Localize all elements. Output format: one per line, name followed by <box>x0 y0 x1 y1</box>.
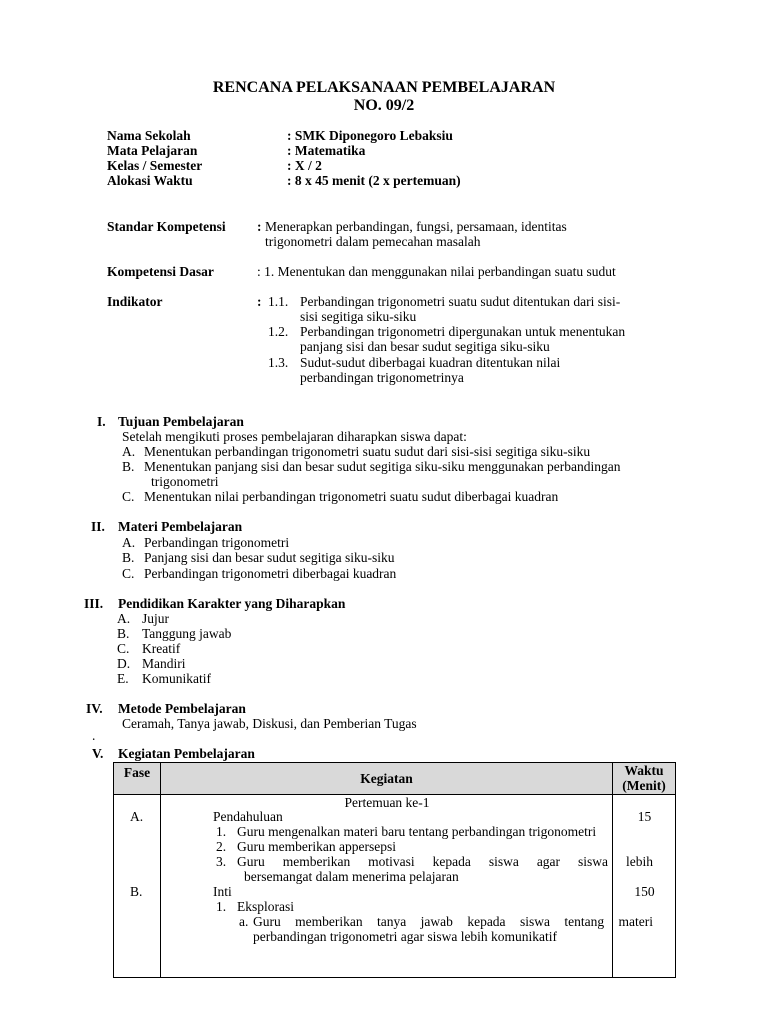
indikator-text: sisi segitiga siku-siku <box>300 309 417 324</box>
identity-label: Nama Sekolah <box>107 128 191 143</box>
waktu-a: 15 <box>637 809 652 824</box>
list-item: Menentukan perbandingan trigonometri suatu sudut dari sisi-sisi segitiga siku-siku <box>144 444 591 459</box>
header-waktu-line1: Waktu <box>624 763 664 778</box>
fase-b: B. <box>130 884 143 899</box>
list-marker: E. <box>117 671 129 686</box>
list-marker: 1. <box>216 824 227 839</box>
kompetensi-dasar-value: : 1. Menentukan dan menggunakan nilai perbandingan suatu sudut <box>257 264 616 279</box>
list-item: Jujur <box>142 611 169 626</box>
list-item: Menentukan nilai perbandingan trigonometri suatu sudut diberbagai kuadran <box>144 489 559 504</box>
list-item: Tanggung jawab <box>142 626 232 641</box>
header-waktu-line2: (Menit) <box>622 778 666 793</box>
list-item: Komunikatif <box>142 671 211 686</box>
list-item: Perbandingan trigonometri <box>144 535 290 550</box>
list-item: Kreatif <box>142 641 181 656</box>
table-row <box>114 795 676 978</box>
identity-label: Kelas / Semester <box>107 158 203 173</box>
indikator-text: Sudut-sudut diberbagai kuadran ditentukan nilai <box>300 355 561 370</box>
identity-value: : SMK Diponegoro Lebaksiu <box>287 128 453 143</box>
indikator-text: perbandingan trigonometrinya <box>300 370 464 385</box>
header-fase-label: Fase <box>123 765 151 780</box>
section-number: IV. <box>86 701 103 716</box>
section-text: Ceramah, Tanya jawab, Diskusi, dan Pemberian Tugas <box>122 716 417 731</box>
fase-cell <box>114 795 161 978</box>
list-item: Guru memberikan motivasi kepada siswa agar siswa lebih <box>237 854 653 869</box>
section-number: V. <box>92 746 104 761</box>
eksplorasi-label: Eksplorasi <box>237 899 294 914</box>
section-number: II. <box>91 519 105 534</box>
indikator-number: 1.2. <box>268 324 289 339</box>
inti-label: Inti <box>213 884 232 899</box>
table-header-row <box>114 763 676 795</box>
identity-value: : 8 x 45 menit (2 x pertemuan) <box>287 173 461 188</box>
list-item: Mandiri <box>142 656 186 671</box>
list-item: Panjang sisi dan besar sudut segitiga siku-siku <box>144 550 395 565</box>
section-number: III. <box>84 596 104 611</box>
list-marker: D. <box>117 656 131 671</box>
list-marker: C. <box>122 566 135 581</box>
header-waktu <box>613 763 676 795</box>
waktu-cell <box>613 795 676 978</box>
indikator-number: 1.1. <box>268 294 289 309</box>
list-marker: B. <box>122 550 135 565</box>
indikator-text: Perbandingan trigonometri dipergunakan untuk menentukan <box>300 324 626 339</box>
identity-value: : X / 2 <box>287 158 322 173</box>
list-marker: a. <box>239 914 249 929</box>
list-item: Guru mengenalkan materi baru tentang perbandingan trigonometri <box>237 824 597 839</box>
list-marker: C. <box>117 641 130 656</box>
section-title: Materi Pembelajaran <box>118 519 243 534</box>
pertemuan-heading: Pertemuan ke-1 <box>344 795 430 810</box>
list-item: Menentukan panjang sisi dan besar sudut segitiga siku-siku menggunakan perbandingan <box>144 459 621 474</box>
waktu-b: 150 <box>634 884 655 899</box>
list-marker: 1. <box>216 899 227 914</box>
list-marker: B. <box>117 626 130 641</box>
list-marker: B. <box>122 459 135 474</box>
identity-label: Alokasi Waktu <box>107 173 193 188</box>
list-marker: 3. <box>216 854 227 869</box>
list-item-continuation: perbandingan trigonometri agar siswa lebih komunikatif <box>253 929 558 944</box>
list-marker: A. <box>117 611 131 626</box>
standar-kompetensi-colon: : <box>257 219 262 234</box>
standar-kompetensi-line2: trigonometri dalam pemecahan masalah <box>265 234 481 249</box>
identity-label: Mata Pelajaran <box>107 143 198 158</box>
section-intro: Setelah mengikuti proses pembelajaran diharapkan siswa dapat: <box>122 429 467 444</box>
header-fase <box>114 763 161 795</box>
list-item: Perbandingan trigonometri diberbagai kuadran <box>144 566 397 581</box>
standar-kompetensi-label: Standar Kompetensi <box>107 219 226 234</box>
list-item: Guru memberikan appersepsi <box>237 839 396 854</box>
list-item-continuation: bersemangat dalam menerima pelajaran <box>244 869 459 884</box>
section-title: Pendidikan Karakter yang Diharapkan <box>118 596 346 611</box>
indikator-text: Perbandingan trigonometri suatu sudut ditentukan dari sisi- <box>300 294 621 309</box>
document-number: NO. 09/2 <box>353 97 415 114</box>
header-kegiatan: Kegiatan <box>161 763 613 795</box>
stray-dot: . <box>92 728 96 743</box>
document-title: RENCANA PELAKSANAAN PEMBELAJARAN <box>212 79 556 96</box>
list-marker: A. <box>122 535 136 550</box>
section-title: Metode Pembelajaran <box>118 701 246 716</box>
kompetensi-dasar-label: Kompetensi Dasar <box>107 264 214 279</box>
section-title: Tujuan Pembelajaran <box>118 414 244 429</box>
list-marker: C. <box>122 489 135 504</box>
identity-value: : Matematika <box>287 143 366 158</box>
list-item-continuation: trigonometri <box>151 474 219 489</box>
list-item: Guru memberikan tanya jawab kepada siswa tentang materi <box>253 914 653 929</box>
section-title: Kegiatan Pembelajaran <box>118 746 255 761</box>
section-number: I. <box>97 414 106 429</box>
standar-kompetensi-line1: Menerapkan perbandingan, fungsi, persamaan, identitas <box>265 219 567 234</box>
pendahuluan-label: Pendahuluan <box>213 809 283 824</box>
kegiatan-table <box>113 762 676 978</box>
list-marker: A. <box>122 444 136 459</box>
indikator-label: Indikator <box>107 294 163 309</box>
indikator-number: 1.3. <box>268 355 289 370</box>
indikator-text: panjang sisi dan besar sudut segitiga siku-siku <box>300 339 550 354</box>
list-marker: 2. <box>216 839 227 854</box>
indikator-colon: : <box>257 294 262 309</box>
fase-a: A. <box>130 809 144 824</box>
